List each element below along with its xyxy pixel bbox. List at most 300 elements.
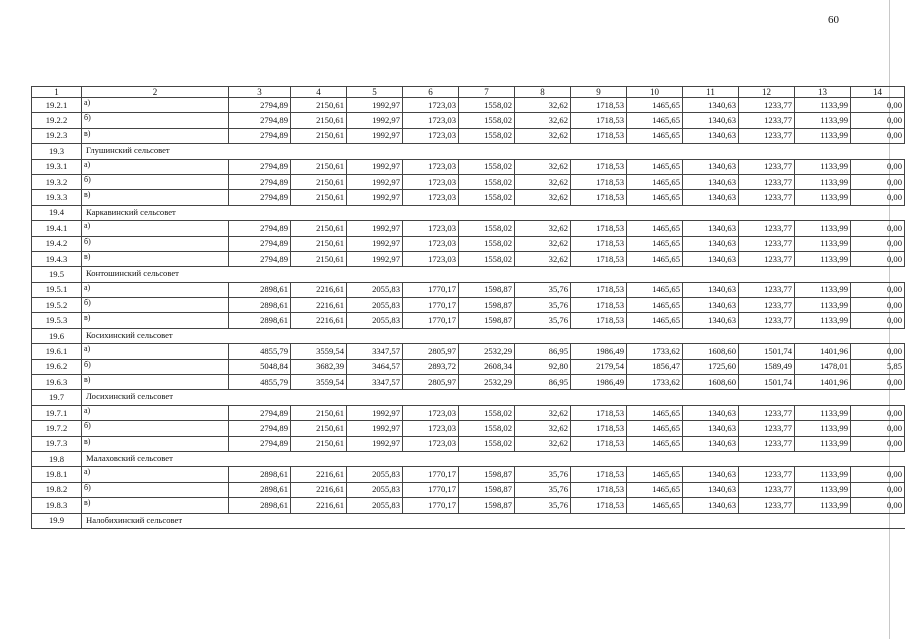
value-cell-col-6: 1723,03 [403, 421, 459, 436]
value-cell-col-3: 2794,89 [229, 113, 291, 128]
value-cell-col-9: 1718,53 [571, 436, 627, 451]
value-cell-col-10: 1465,65 [627, 128, 683, 143]
value-cell-col-7: 1558,02 [459, 190, 515, 205]
value-cell-col-5: 3347,57 [347, 344, 403, 359]
table-row [32, 421, 905, 436]
value-cell-col-3: 2794,89 [229, 236, 291, 251]
value-cell-col-3: 2794,89 [229, 98, 291, 113]
table-row [32, 436, 905, 451]
section-row [32, 205, 905, 220]
value-cell-col-3: 2898,61 [229, 282, 291, 297]
table-row [32, 467, 905, 482]
column-number-header-row [32, 87, 905, 98]
table-row [32, 298, 905, 313]
value-cell-col-13: 1133,99 [795, 113, 851, 128]
value-cell-col-4: 3682,39 [291, 359, 347, 374]
value-cell-col-6: 1723,03 [403, 405, 459, 420]
value-cell-col-7: 1558,02 [459, 159, 515, 174]
value-cell-col-7: 1598,87 [459, 298, 515, 313]
row-code: 19.4.2 [32, 236, 82, 251]
value-cell-col-11: 1340,63 [683, 498, 739, 513]
value-cell-col-11: 1340,63 [683, 113, 739, 128]
table-row [32, 482, 905, 497]
value-cell-col-12: 1233,77 [739, 221, 795, 236]
value-cell-col-4: 2150,61 [291, 98, 347, 113]
value-cell-col-5: 2055,83 [347, 298, 403, 313]
value-cell-col-8: 32,62 [515, 251, 571, 266]
row-code: 19.4.3 [32, 251, 82, 266]
value-cell-col-13: 1133,99 [795, 405, 851, 420]
value-cell-col-12: 1501,74 [739, 375, 795, 390]
row-code: 19.3.2 [32, 174, 82, 189]
value-cell-col-13: 1133,99 [795, 282, 851, 297]
value-cell-col-5: 1992,97 [347, 98, 403, 113]
value-cell-col-7: 1558,02 [459, 421, 515, 436]
value-cell-col-6: 1723,03 [403, 251, 459, 266]
row-letter: б) [82, 174, 229, 189]
row-code: 19.6.2 [32, 359, 82, 374]
row-code: 19.7.2 [32, 421, 82, 436]
value-cell-col-4: 2150,61 [291, 421, 347, 436]
value-cell-col-6: 1723,03 [403, 159, 459, 174]
value-cell-col-10: 1465,65 [627, 221, 683, 236]
value-cell-col-4: 2150,61 [291, 251, 347, 266]
value-cell-col-13: 1133,99 [795, 236, 851, 251]
value-cell-col-12: 1233,77 [739, 282, 795, 297]
value-cell-col-4: 2216,61 [291, 498, 347, 513]
value-cell-col-8: 32,62 [515, 190, 571, 205]
value-cell-col-10: 1465,65 [627, 298, 683, 313]
value-cell-col-9: 1718,53 [571, 498, 627, 513]
value-cell-col-6: 1770,17 [403, 482, 459, 497]
value-cell-col-3: 2794,89 [229, 221, 291, 236]
row-letter: б) [82, 236, 229, 251]
value-cell-col-13: 1133,99 [795, 159, 851, 174]
value-cell-col-4: 2216,61 [291, 282, 347, 297]
value-cell-col-5: 2055,83 [347, 498, 403, 513]
value-cell-col-12: 1233,77 [739, 298, 795, 313]
value-cell-col-14: 0,00 [851, 190, 905, 205]
value-cell-col-10: 1465,65 [627, 159, 683, 174]
row-code: 19.5.2 [32, 298, 82, 313]
value-cell-col-13: 1133,99 [795, 436, 851, 451]
table-row [32, 251, 905, 266]
value-cell-col-4: 2216,61 [291, 467, 347, 482]
value-cell-col-8: 32,62 [515, 128, 571, 143]
value-cell-col-7: 1558,02 [459, 236, 515, 251]
value-cell-col-3: 2794,89 [229, 405, 291, 420]
tariff-table [31, 86, 905, 529]
table-row [32, 344, 905, 359]
value-cell-col-6: 1770,17 [403, 298, 459, 313]
value-cell-col-11: 1340,63 [683, 313, 739, 328]
value-cell-col-12: 1233,77 [739, 236, 795, 251]
table-row [32, 221, 905, 236]
value-cell-col-3: 4855,79 [229, 375, 291, 390]
table-row [32, 313, 905, 328]
value-cell-col-4: 2150,61 [291, 236, 347, 251]
section-name: Глушинский сельсовет [82, 144, 905, 159]
value-cell-col-13: 1133,99 [795, 313, 851, 328]
column-number-6: 6 [403, 87, 459, 98]
value-cell-col-13: 1133,99 [795, 421, 851, 436]
value-cell-col-10: 1465,65 [627, 251, 683, 266]
table-row [32, 236, 905, 251]
value-cell-col-3: 4855,79 [229, 344, 291, 359]
value-cell-col-8: 86,95 [515, 344, 571, 359]
table-row [32, 282, 905, 297]
value-cell-col-7: 1558,02 [459, 113, 515, 128]
value-cell-col-10: 1465,65 [627, 405, 683, 420]
value-cell-col-5: 2055,83 [347, 282, 403, 297]
column-number-1: 1 [32, 87, 82, 98]
table-row [32, 128, 905, 143]
row-code: 19.9 [32, 513, 82, 528]
row-letter: а) [82, 344, 229, 359]
row-letter: в) [82, 313, 229, 328]
table-row [32, 159, 905, 174]
row-code: 19.6 [32, 328, 82, 343]
value-cell-col-6: 1723,03 [403, 436, 459, 451]
tariff-table-container [31, 86, 902, 529]
value-cell-col-14: 0,00 [851, 251, 905, 266]
value-cell-col-11: 1340,63 [683, 405, 739, 420]
value-cell-col-12: 1233,77 [739, 436, 795, 451]
value-cell-col-13: 1133,99 [795, 190, 851, 205]
value-cell-col-8: 35,76 [515, 498, 571, 513]
value-cell-col-10: 1465,65 [627, 313, 683, 328]
value-cell-col-5: 2055,83 [347, 313, 403, 328]
value-cell-col-4: 2150,61 [291, 405, 347, 420]
value-cell-col-9: 2179,54 [571, 359, 627, 374]
value-cell-col-8: 35,76 [515, 313, 571, 328]
value-cell-col-14: 0,00 [851, 113, 905, 128]
section-name: Малаховский сельсовет [82, 451, 905, 466]
value-cell-col-11: 1340,63 [683, 436, 739, 451]
row-letter: а) [82, 159, 229, 174]
value-cell-col-7: 1598,87 [459, 467, 515, 482]
value-cell-col-13: 1133,99 [795, 128, 851, 143]
column-number-4: 4 [291, 87, 347, 98]
value-cell-col-11: 1340,63 [683, 421, 739, 436]
value-cell-col-10: 1733,62 [627, 375, 683, 390]
section-row [32, 390, 905, 405]
column-number-8: 8 [515, 87, 571, 98]
value-cell-col-9: 1718,53 [571, 113, 627, 128]
section-name: Каркавинский сельсовет [82, 205, 905, 220]
value-cell-col-4: 2150,61 [291, 436, 347, 451]
value-cell-col-4: 2216,61 [291, 482, 347, 497]
section-name: Контошинский сельсовет [82, 267, 905, 282]
value-cell-col-14: 0,00 [851, 421, 905, 436]
value-cell-col-7: 1558,02 [459, 174, 515, 189]
row-code: 19.5 [32, 267, 82, 282]
row-letter: в) [82, 128, 229, 143]
row-code: 19.7 [32, 390, 82, 405]
value-cell-col-8: 35,76 [515, 298, 571, 313]
row-code: 19.2.2 [32, 113, 82, 128]
value-cell-col-9: 1718,53 [571, 467, 627, 482]
column-number-13: 13 [795, 87, 851, 98]
value-cell-col-9: 1718,53 [571, 251, 627, 266]
value-cell-col-4: 2150,61 [291, 128, 347, 143]
value-cell-col-4: 2216,61 [291, 298, 347, 313]
table-body [32, 87, 905, 529]
section-row [32, 267, 905, 282]
value-cell-col-3: 2794,89 [229, 159, 291, 174]
value-cell-col-13: 1478,01 [795, 359, 851, 374]
column-number-10: 10 [627, 87, 683, 98]
column-number-14: 14 [851, 87, 905, 98]
value-cell-col-9: 1986,49 [571, 375, 627, 390]
value-cell-col-12: 1501,74 [739, 344, 795, 359]
value-cell-col-10: 1465,65 [627, 190, 683, 205]
row-letter: а) [82, 282, 229, 297]
value-cell-col-14: 0,00 [851, 405, 905, 420]
value-cell-col-5: 1992,97 [347, 113, 403, 128]
table-row [32, 375, 905, 390]
value-cell-col-13: 1133,99 [795, 298, 851, 313]
value-cell-col-13: 1133,99 [795, 482, 851, 497]
value-cell-col-10: 1465,65 [627, 113, 683, 128]
value-cell-col-13: 1133,99 [795, 174, 851, 189]
value-cell-col-14: 0,00 [851, 128, 905, 143]
row-letter: а) [82, 467, 229, 482]
section-row [32, 451, 905, 466]
row-code: 19.2.3 [32, 128, 82, 143]
value-cell-col-11: 1340,63 [683, 174, 739, 189]
table-row [32, 190, 905, 205]
row-code: 19.8.2 [32, 482, 82, 497]
value-cell-col-14: 0,00 [851, 98, 905, 113]
row-code: 19.8.3 [32, 498, 82, 513]
value-cell-col-11: 1340,63 [683, 236, 739, 251]
value-cell-col-14: 0,00 [851, 174, 905, 189]
value-cell-col-7: 1558,02 [459, 251, 515, 266]
table-row [32, 113, 905, 128]
value-cell-col-5: 1992,97 [347, 128, 403, 143]
row-code: 19.6.1 [32, 344, 82, 359]
value-cell-col-4: 2150,61 [291, 159, 347, 174]
value-cell-col-5: 1992,97 [347, 221, 403, 236]
value-cell-col-4: 2150,61 [291, 113, 347, 128]
row-letter: а) [82, 221, 229, 236]
value-cell-col-8: 32,62 [515, 159, 571, 174]
page-number: 60 [828, 14, 839, 26]
value-cell-col-5: 3464,57 [347, 359, 403, 374]
row-letter: в) [82, 375, 229, 390]
value-cell-col-5: 1992,97 [347, 436, 403, 451]
table-row [32, 98, 905, 113]
value-cell-col-13: 1133,99 [795, 221, 851, 236]
value-cell-col-11: 1340,63 [683, 159, 739, 174]
value-cell-col-8: 32,62 [515, 221, 571, 236]
row-code: 19.5.3 [32, 313, 82, 328]
value-cell-col-9: 1718,53 [571, 405, 627, 420]
value-cell-col-12: 1233,77 [739, 251, 795, 266]
value-cell-col-12: 1233,77 [739, 405, 795, 420]
value-cell-col-10: 1465,65 [627, 498, 683, 513]
value-cell-col-4: 3559,54 [291, 375, 347, 390]
value-cell-col-3: 2898,61 [229, 482, 291, 497]
value-cell-col-9: 1718,53 [571, 98, 627, 113]
section-row [32, 513, 905, 528]
value-cell-col-9: 1718,53 [571, 159, 627, 174]
value-cell-col-3: 2794,89 [229, 174, 291, 189]
value-cell-col-6: 2805,97 [403, 375, 459, 390]
value-cell-col-8: 32,62 [515, 236, 571, 251]
value-cell-col-10: 1465,65 [627, 482, 683, 497]
value-cell-col-7: 2532,29 [459, 375, 515, 390]
value-cell-col-9: 1718,53 [571, 282, 627, 297]
column-number-5: 5 [347, 87, 403, 98]
value-cell-col-10: 1465,65 [627, 282, 683, 297]
value-cell-col-8: 32,62 [515, 436, 571, 451]
row-code: 19.3.1 [32, 159, 82, 174]
value-cell-col-4: 2150,61 [291, 190, 347, 205]
value-cell-col-10: 1856,47 [627, 359, 683, 374]
value-cell-col-7: 1598,87 [459, 313, 515, 328]
value-cell-col-12: 1233,77 [739, 98, 795, 113]
value-cell-col-6: 1723,03 [403, 98, 459, 113]
value-cell-col-5: 2055,83 [347, 467, 403, 482]
value-cell-col-10: 1465,65 [627, 98, 683, 113]
value-cell-col-6: 1770,17 [403, 467, 459, 482]
value-cell-col-12: 1233,77 [739, 128, 795, 143]
row-letter: б) [82, 298, 229, 313]
column-number-9: 9 [571, 87, 627, 98]
value-cell-col-14: 0,00 [851, 482, 905, 497]
value-cell-col-6: 2893,72 [403, 359, 459, 374]
value-cell-col-3: 2794,89 [229, 421, 291, 436]
row-letter: б) [82, 421, 229, 436]
value-cell-col-12: 1233,77 [739, 174, 795, 189]
value-cell-col-10: 1465,65 [627, 174, 683, 189]
value-cell-col-3: 5048,84 [229, 359, 291, 374]
value-cell-col-5: 1992,97 [347, 190, 403, 205]
value-cell-col-6: 1723,03 [403, 190, 459, 205]
value-cell-col-11: 1725,60 [683, 359, 739, 374]
row-code: 19.8.1 [32, 467, 82, 482]
value-cell-col-5: 1992,97 [347, 159, 403, 174]
value-cell-col-14: 0,00 [851, 236, 905, 251]
value-cell-col-8: 35,76 [515, 482, 571, 497]
value-cell-col-6: 1723,03 [403, 236, 459, 251]
column-number-2: 2 [82, 87, 229, 98]
row-code: 19.7.1 [32, 405, 82, 420]
value-cell-col-7: 2608,34 [459, 359, 515, 374]
value-cell-col-3: 2898,61 [229, 498, 291, 513]
value-cell-col-5: 3347,57 [347, 375, 403, 390]
value-cell-col-7: 1558,02 [459, 221, 515, 236]
value-cell-col-14: 5,85 [851, 359, 905, 374]
row-code: 19.3.3 [32, 190, 82, 205]
row-letter: а) [82, 405, 229, 420]
value-cell-col-6: 1723,03 [403, 221, 459, 236]
value-cell-col-14: 0,00 [851, 221, 905, 236]
value-cell-col-10: 1733,62 [627, 344, 683, 359]
value-cell-col-8: 32,62 [515, 174, 571, 189]
row-code: 19.5.1 [32, 282, 82, 297]
value-cell-col-4: 2216,61 [291, 313, 347, 328]
value-cell-col-11: 1340,63 [683, 190, 739, 205]
value-cell-col-6: 1770,17 [403, 498, 459, 513]
value-cell-col-10: 1465,65 [627, 436, 683, 451]
row-letter: б) [82, 113, 229, 128]
value-cell-col-13: 1401,96 [795, 375, 851, 390]
value-cell-col-14: 0,00 [851, 313, 905, 328]
value-cell-col-6: 1770,17 [403, 313, 459, 328]
value-cell-col-4: 3559,54 [291, 344, 347, 359]
value-cell-col-5: 1992,97 [347, 236, 403, 251]
row-letter: в) [82, 190, 229, 205]
row-code: 19.4.1 [32, 221, 82, 236]
value-cell-col-3: 2794,89 [229, 251, 291, 266]
value-cell-col-9: 1718,53 [571, 236, 627, 251]
value-cell-col-6: 2805,97 [403, 344, 459, 359]
value-cell-col-7: 1558,02 [459, 98, 515, 113]
value-cell-col-6: 1723,03 [403, 128, 459, 143]
value-cell-col-5: 1992,97 [347, 421, 403, 436]
value-cell-col-9: 1718,53 [571, 128, 627, 143]
value-cell-col-8: 92,80 [515, 359, 571, 374]
value-cell-col-8: 86,95 [515, 375, 571, 390]
value-cell-col-10: 1465,65 [627, 467, 683, 482]
value-cell-col-6: 1723,03 [403, 174, 459, 189]
row-letter: в) [82, 251, 229, 266]
section-row [32, 144, 905, 159]
value-cell-col-11: 1340,63 [683, 482, 739, 497]
value-cell-col-4: 2150,61 [291, 174, 347, 189]
value-cell-col-14: 0,00 [851, 298, 905, 313]
section-name: Лосихинский сельсовет [82, 390, 905, 405]
value-cell-col-12: 1233,77 [739, 190, 795, 205]
value-cell-col-3: 2794,89 [229, 128, 291, 143]
value-cell-col-9: 1718,53 [571, 174, 627, 189]
section-name: Косихинский сельсовет [82, 328, 905, 343]
value-cell-col-3: 2898,61 [229, 298, 291, 313]
row-code: 19.3 [32, 144, 82, 159]
value-cell-col-9: 1718,53 [571, 421, 627, 436]
value-cell-col-12: 1589,49 [739, 359, 795, 374]
value-cell-col-14: 0,00 [851, 375, 905, 390]
value-cell-col-11: 1340,63 [683, 128, 739, 143]
value-cell-col-7: 2532,29 [459, 344, 515, 359]
value-cell-col-9: 1718,53 [571, 190, 627, 205]
value-cell-col-7: 1598,87 [459, 282, 515, 297]
value-cell-col-4: 2150,61 [291, 221, 347, 236]
column-number-11: 11 [683, 87, 739, 98]
row-letter: в) [82, 436, 229, 451]
value-cell-col-12: 1233,77 [739, 498, 795, 513]
value-cell-col-6: 1770,17 [403, 282, 459, 297]
value-cell-col-12: 1233,77 [739, 482, 795, 497]
row-code: 19.2.1 [32, 98, 82, 113]
value-cell-col-11: 1608,60 [683, 344, 739, 359]
value-cell-col-12: 1233,77 [739, 467, 795, 482]
column-number-7: 7 [459, 87, 515, 98]
value-cell-col-13: 1133,99 [795, 251, 851, 266]
value-cell-col-12: 1233,77 [739, 159, 795, 174]
value-cell-col-13: 1133,99 [795, 98, 851, 113]
row-code: 19.4 [32, 205, 82, 220]
value-cell-col-8: 35,76 [515, 282, 571, 297]
value-cell-col-13: 1401,96 [795, 344, 851, 359]
value-cell-col-10: 1465,65 [627, 421, 683, 436]
value-cell-col-6: 1723,03 [403, 113, 459, 128]
value-cell-col-9: 1718,53 [571, 298, 627, 313]
value-cell-col-5: 2055,83 [347, 482, 403, 497]
